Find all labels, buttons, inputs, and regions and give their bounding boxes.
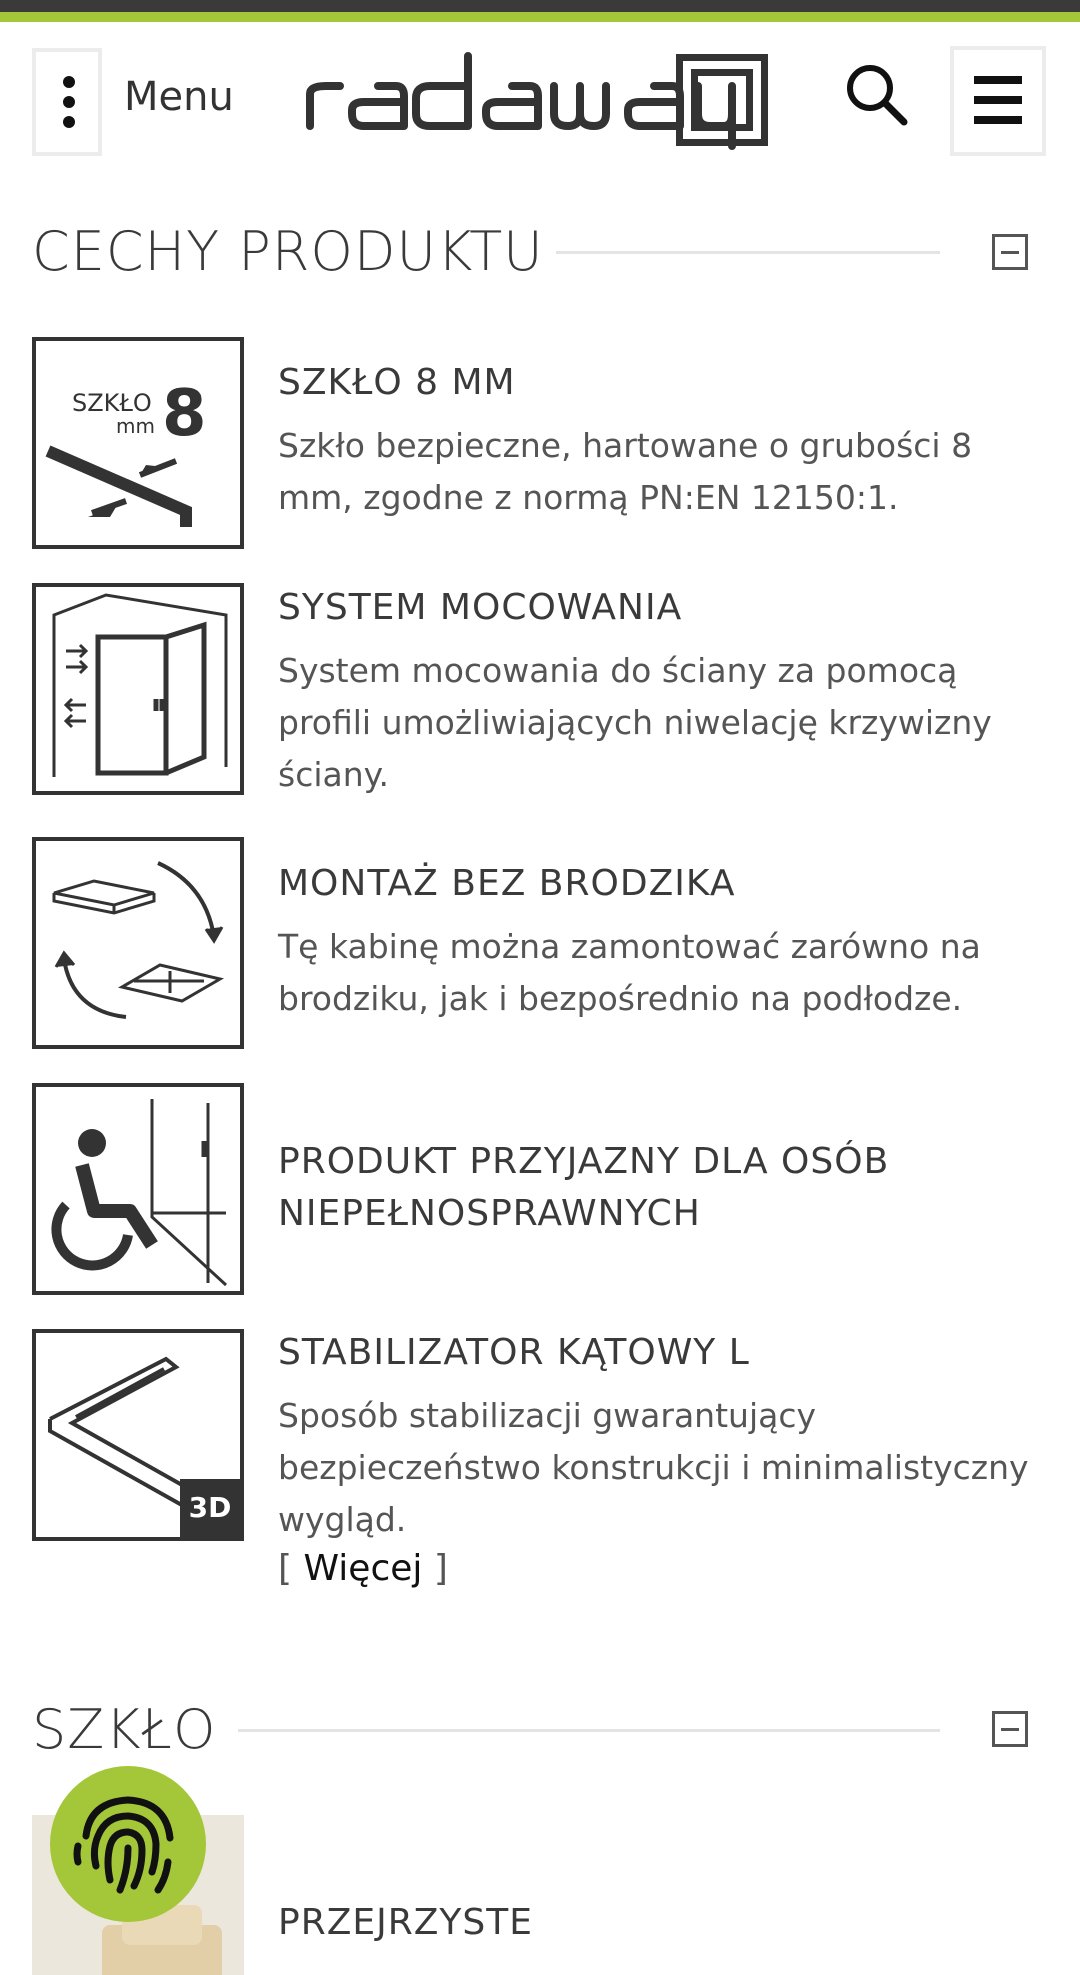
wall-mounting-icon	[32, 583, 244, 795]
feature-title: STABILIZATOR KĄTOWY L	[278, 1332, 750, 1373]
feature-title: SYSTEM MOCOWANIA	[278, 587, 683, 628]
icon-text: SZKŁO	[72, 389, 152, 417]
fingerprint-button[interactable]	[50, 1766, 206, 1922]
icon-text: 8	[162, 377, 207, 451]
glass-section-title: SZKŁO	[32, 1698, 217, 1761]
hamburger-button[interactable]	[950, 46, 1046, 156]
search-icon	[844, 62, 910, 128]
feature-description: Tę kabinę można zamontować zarówno na brodziku, jak i bezpośrednio na podłodze.	[278, 927, 981, 1018]
status-bar	[0, 0, 1080, 12]
accent-bar	[0, 12, 1080, 22]
more-link-wrapper: [ Więcej ]	[278, 1548, 448, 1589]
features-collapse-button[interactable]	[992, 234, 1028, 270]
feature-description: Szkło bezpieczne, hartowane o grubości 8 mm, zgodne z normą PN:EN 12150:1.	[278, 426, 973, 517]
feature-title: SZKŁO 8 MM	[278, 362, 516, 403]
3d-badge: 3D	[180, 1479, 240, 1537]
section-divider	[556, 251, 940, 254]
logo-square-icon	[676, 54, 768, 146]
search-button[interactable]	[844, 62, 910, 132]
kebab-menu-button[interactable]	[32, 48, 102, 156]
l-stabilizer-3d-icon	[32, 1329, 244, 1541]
menu-label[interactable]: Menu	[124, 74, 234, 120]
no-tray-installation-icon	[32, 837, 244, 1049]
glass-8mm-icon	[32, 337, 244, 549]
glass-collapse-button[interactable]	[992, 1711, 1028, 1747]
section-divider	[238, 1729, 940, 1732]
feature-title: PRODUKT PRZYJAZNY DLA OSÓB NIEPEŁNOSPRAWNYCH	[278, 1141, 890, 1234]
accessibility-icon	[32, 1083, 244, 1295]
feature-description: System mocowania do ściany za pomocą profili umożliwiających niwelację krzywizny ściany.	[278, 651, 992, 794]
icon-text: mm	[116, 414, 155, 438]
feature-title: MONTAŻ BEZ BRODZIKA	[278, 863, 736, 904]
fingerprint-icon	[50, 1766, 206, 1922]
kebab-icon	[63, 76, 75, 88]
glass-option-title[interactable]: PRZEJRZYSTE	[278, 1902, 534, 1943]
features-section-title: CECHY PRODUKTU	[32, 220, 544, 283]
feature-description: Sposób stabilizacji gwarantujący bezpieczeństwo konstrukcji i minimalistyczny wygląd.	[278, 1396, 1029, 1539]
more-link[interactable]: Więcej	[303, 1548, 423, 1589]
hamburger-icon	[974, 76, 1022, 84]
